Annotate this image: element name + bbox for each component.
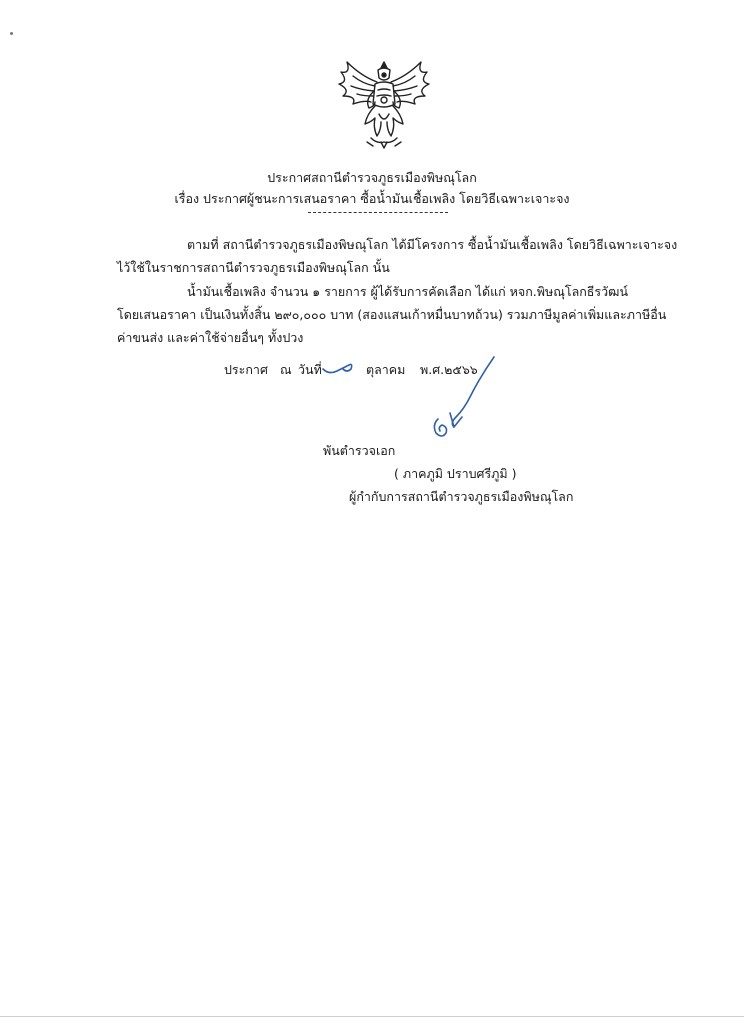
announcement-month: ตุลาคม	[366, 362, 406, 377]
handwritten-day-mark	[319, 357, 361, 377]
signatory-rank: พันตำรวจเอก	[323, 443, 396, 458]
paragraph1-line1: ตามที่ สถานีตำรวจภูธรเมืองพิษณุโลก ได้มีโครงการ ซื้อน้ำมันเชื้อเพลิง โดยวิธีเฉพาะเจาะจง	[187, 237, 678, 252]
document-subject: เรื่อง ประกาศผู้ชนะการเสนอราคา ซื้อน้ำมันเชื้อเพลิง โดยวิธีเฉพาะเจาะจง	[174, 191, 570, 206]
scan-edge-line	[0, 1016, 744, 1017]
announcement-at: ณ	[280, 362, 292, 377]
announcement-year: พ.ศ.๒๕๖๖	[420, 362, 478, 377]
announcement-prefix: ประกาศ	[224, 362, 268, 377]
signatory-name: ( ภาคภูมิ ปราบศรีภูมิ )	[394, 466, 517, 481]
signatory-position: ผู้กำกับการสถานีตำรวจภูธรเมืองพิษณุโลก	[349, 489, 574, 504]
document-heading: ประกาศสถานีตำรวจภูธรเมืองพิษณุโลก	[267, 170, 477, 185]
scan-speck	[10, 32, 13, 35]
announcement-day-label: วันที่	[298, 362, 322, 377]
paragraph2-line1: น้ำมันเชื้อเพลิง จำนวน ๑ รายการ ผู้ได้รับการคัดเลือก ได้แก่ หจก.พิษณุโลกธีรวัฒน์	[187, 284, 628, 299]
paragraph1-line2: ไว้ใช้ในราชการสถานีตำรวจภูธรเมืองพิษณุโลก นั้น	[117, 260, 390, 275]
separator-line	[308, 212, 448, 213]
paragraph2-line3: ค่าขนส่ง และค่าใช้จ่ายอื่นๆ ทั้งปวง	[117, 330, 304, 345]
garuda-emblem-icon	[331, 58, 437, 150]
handwritten-signature	[420, 355, 500, 450]
paragraph2-line2: โดยเสนอราคา เป็นเงินทั้งสิ้น ๒๙๐,๐๐๐ บาท (สองแสนเก้าหมื่นบาทถ้วน) รวมภาษีมูลค่าเพิ่มและภาษีอื่น	[117, 307, 667, 322]
